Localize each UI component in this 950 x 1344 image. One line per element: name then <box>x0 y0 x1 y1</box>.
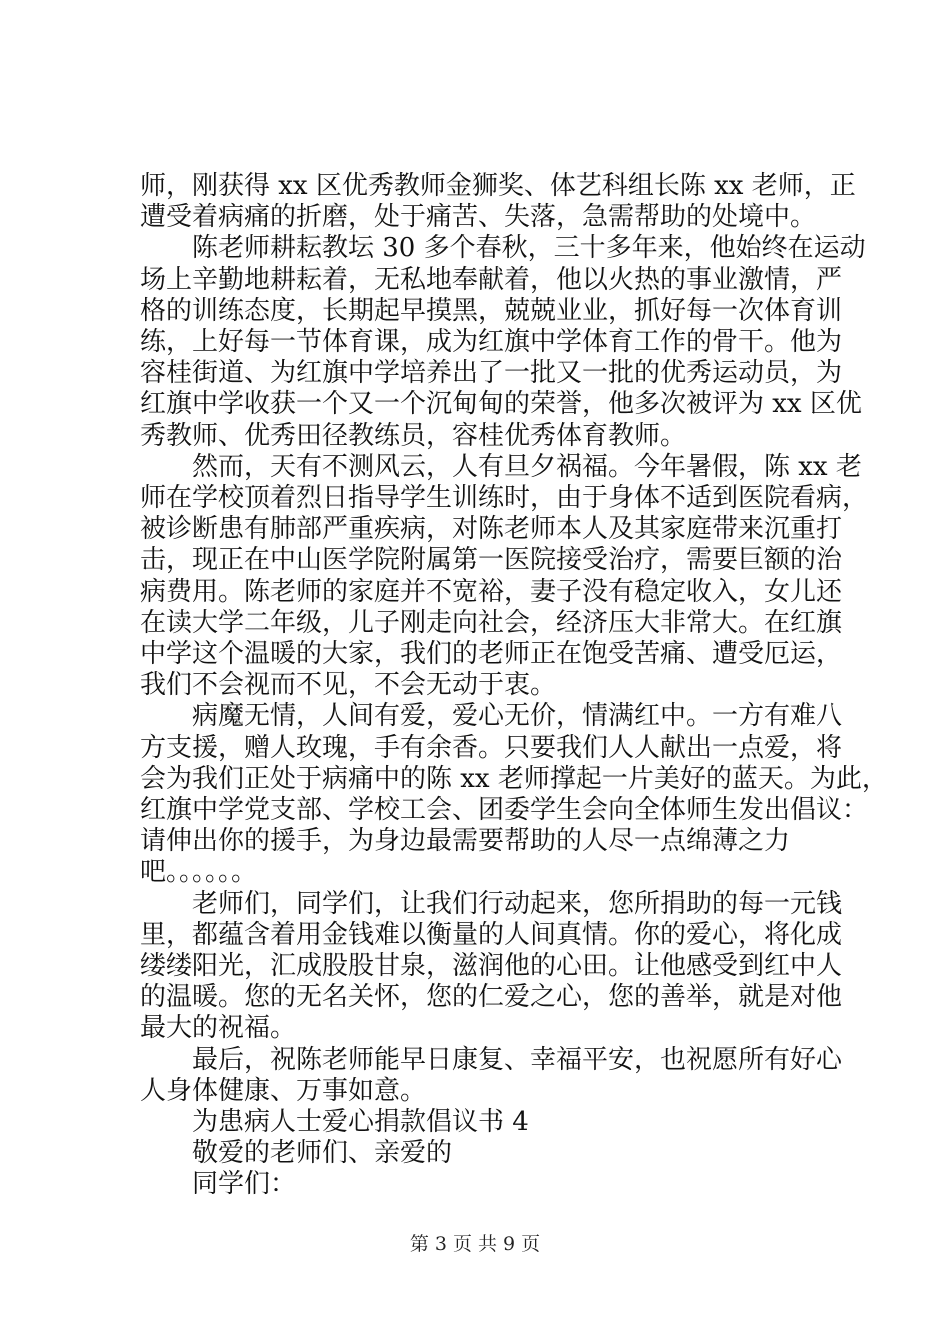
text-line: 秀教师、优秀田径教练员，容桂优秀体育教师。 <box>140 420 687 451</box>
text-line: 红旗中学党支部、学校工会、团委学生会向全体师生发出倡议： <box>140 795 869 825</box>
text-line: 师，刚获得 xx 区优秀教师金狮奖、体艺科组长陈 xx 老师，正 <box>140 171 856 201</box>
page-number-footer: 第 3 页 共 9 页 <box>409 1233 541 1255</box>
text-line: 的温暖。您的无名关怀，您的仁爱之心，您的善举，就是对他 <box>140 982 843 1013</box>
text-line: 我们不会视而不见，不会无动于衷。 <box>140 670 557 701</box>
text-line: 在读大学二年级，儿子刚走向社会，经济压大非常大。在红旗 <box>140 607 843 638</box>
text-line: 被诊断患有肺部严重疾病，对陈老师本人及其家庭带来沉重打 <box>140 514 843 545</box>
text-line: 里，都蕴含着用金钱难以衡量的人间真情。你的爱心，将化成 <box>140 919 843 950</box>
text-line: 人身体健康、万事如意。 <box>140 1075 427 1106</box>
text-line: 同学们： <box>140 1169 297 1200</box>
text-line: 缕缕阳光，汇成股股甘泉，滋润他的心田。让他感受到红中人 <box>140 951 843 981</box>
text-line: 师在学校顶着烈日指导学生训练时，由于身体不适到医院看病， <box>140 483 869 513</box>
text-line: 方支援，赠人玫瑰，手有余香。只要我们人人献出一点爱，将 <box>140 732 843 763</box>
text-line: 病魔无情，人间有爱，爱心无价，情满红中。一方有难八 <box>140 701 843 732</box>
text-line: 病费用。陈老师的家庭并不宽裕，妻子没有稳定收入，女儿还 <box>140 576 843 607</box>
text-line: 最大的祝福。 <box>140 1013 297 1044</box>
text-line: 敬爱的老师们、亲爱的 <box>140 1138 453 1169</box>
text-line: 练，上好每一节体育课，成为红旗中学体育工作的骨干。他为 <box>140 327 843 357</box>
text-line: 为患病人士爱心捐款倡议书 4 <box>140 1107 529 1137</box>
text-line: 场上辛勤地耕耘着，无私地奉献着，他以火热的事业激情，严 <box>140 264 843 295</box>
text-line: 容桂街道、为红旗中学培养出了一批又一批的优秀运动员，为 <box>140 358 843 389</box>
text-line: 红旗中学收获一个又一个沉甸甸的荣誉，他多次被评为 xx 区优 <box>140 389 862 420</box>
text-line: 中学这个温暖的大家，我们的老师正在饱受苦痛、遭受厄运， <box>140 639 843 669</box>
text-line: 老师们，同学们，让我们行动起来，您所捐助的每一元钱 <box>140 888 843 919</box>
text-line: 然而，天有不测风云，人有旦夕祸福。今年暑假，陈 xx 老 <box>140 451 862 482</box>
text-line: 会为我们正处于病痛中的陈 xx 老师撑起一片美好的蓝天。为此， <box>140 763 888 794</box>
text-line: 遭受着病痛的折磨，处于痛苦、失落，急需帮助的处境中。 <box>140 202 817 233</box>
text-line: 陈老师耕耘教坛 30 多个春秋，三十多年来，他始终在运动 <box>140 233 866 264</box>
text-line: 吧。。。。。。 <box>140 857 258 888</box>
text-line: 击，现正在中山医学院附属第一医院接受治疗，需要巨额的治 <box>140 545 843 576</box>
text-line: 格的训练态度，长期起早摸黑，兢兢业业，抓好每一次体育训 <box>140 295 843 326</box>
text-line: 最后，祝陈老师能早日康复、幸福平安，也祝愿所有好心 <box>140 1044 843 1075</box>
text-line: 请伸出你的援手，为身边最需要帮助的人尽一点绵薄之力 <box>140 826 791 857</box>
